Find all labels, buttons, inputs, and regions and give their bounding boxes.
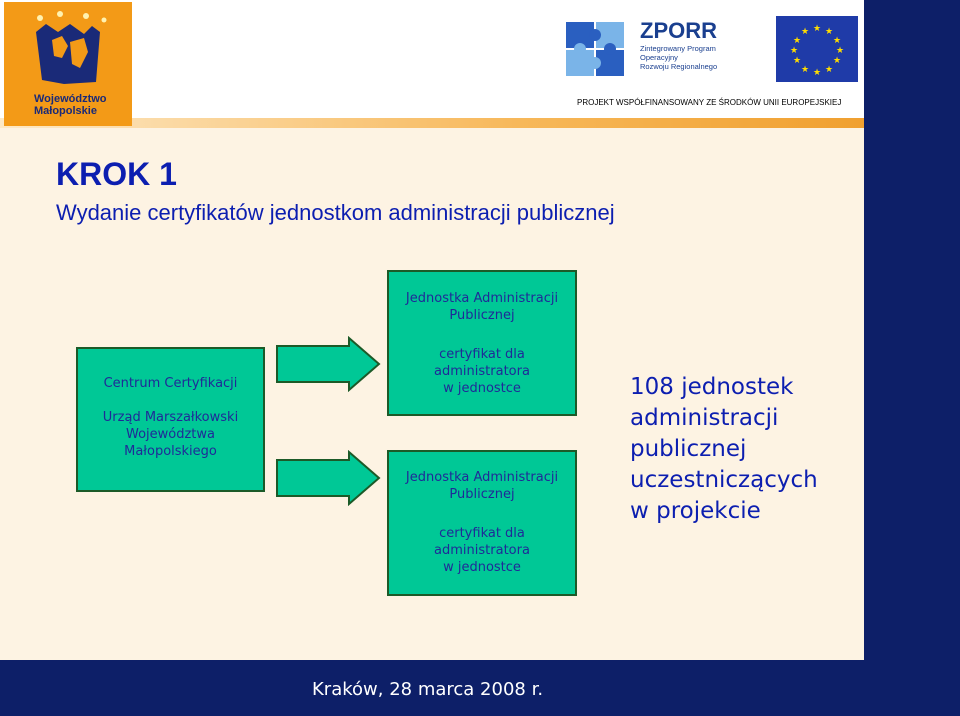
side-text-line4: uczestniczących	[630, 467, 818, 493]
svg-text:★: ★	[812, 24, 822, 34]
page-subtitle: Wydanie certyfikatów jednostkom administracji publicznej	[56, 200, 615, 225]
page-title: KROK 1	[56, 156, 177, 192]
top-unit-cert-line2: administratora	[434, 364, 530, 379]
right-navy-bar	[864, 0, 960, 716]
top-unit-name-line2: Publicznej	[449, 308, 515, 323]
svg-text:★: ★	[824, 27, 834, 37]
puzzle-icon	[560, 16, 630, 82]
top-unit-cert-line3: w jednostce	[443, 381, 521, 396]
arrow-right-bottom-icon	[275, 450, 383, 506]
cofinancing-tagline: PROJEKT WSPÓŁFINANSOWANY ZE ŚRODKÓW UNII EUROPEJSKIEJ	[577, 98, 842, 107]
side-text-line3: publicznej	[630, 436, 747, 462]
left-box-line3: Województwa	[125, 427, 215, 442]
public-unit-box-bottom	[387, 450, 577, 596]
left-box-line4: Małopolskiego	[124, 444, 217, 459]
svg-text:★: ★	[824, 65, 834, 75]
eu-flag-icon	[776, 16, 858, 82]
certification-center-box	[76, 347, 265, 492]
left-box-line2: Urząd Marszałkowski	[102, 410, 239, 425]
top-unit-cert-line1: certyfikat dla	[439, 347, 525, 362]
zporr-line2: Operacyjny	[640, 53, 678, 62]
zporr-line3: Rozwoju Regionalnego	[640, 62, 718, 71]
bottom-unit-name-line2: Publicznej	[449, 487, 515, 502]
public-unit-box-top	[387, 270, 577, 416]
logo-text-line2: Małopolskie	[34, 105, 97, 117]
participants-summary	[630, 372, 860, 527]
svg-text:★: ★	[812, 68, 822, 78]
svg-text:★: ★	[835, 46, 845, 56]
bottom-unit-cert-line1: certyfikat dla	[439, 526, 525, 541]
svg-text:★: ★	[789, 46, 799, 56]
side-text-line1: 108 jednostek	[630, 374, 794, 400]
arrow-right-top-icon	[275, 336, 383, 392]
bottom-unit-cert-line2: administratora	[434, 543, 530, 558]
bottom-unit-cert-line3: w jednostce	[443, 560, 521, 575]
svg-text:★: ★	[800, 65, 810, 75]
logo-text-line1: Województwo	[34, 93, 107, 105]
svg-text:★: ★	[800, 27, 810, 37]
top-unit-name-line1: Jednostka Administracji	[405, 291, 559, 306]
svg-text:★: ★	[792, 36, 802, 46]
bottom-unit-name-line1: Jednostka Administracji	[405, 470, 559, 485]
footer-date: Kraków, 28 marca 2008 r.	[312, 679, 544, 700]
svg-text:★: ★	[832, 36, 842, 46]
zporr-title: ZPORR	[640, 18, 717, 43]
malopolska-logo	[4, 2, 132, 126]
zporr-logo	[560, 16, 720, 82]
svg-text:★: ★	[792, 56, 802, 66]
side-text-line2: administracji	[630, 405, 779, 431]
left-box-line1: Centrum Certyfikacji	[103, 376, 238, 391]
side-text-line5: w projekcie	[630, 498, 761, 524]
zporr-line1: Zintegrowany Program	[640, 44, 716, 53]
svg-text:★: ★	[832, 56, 842, 66]
